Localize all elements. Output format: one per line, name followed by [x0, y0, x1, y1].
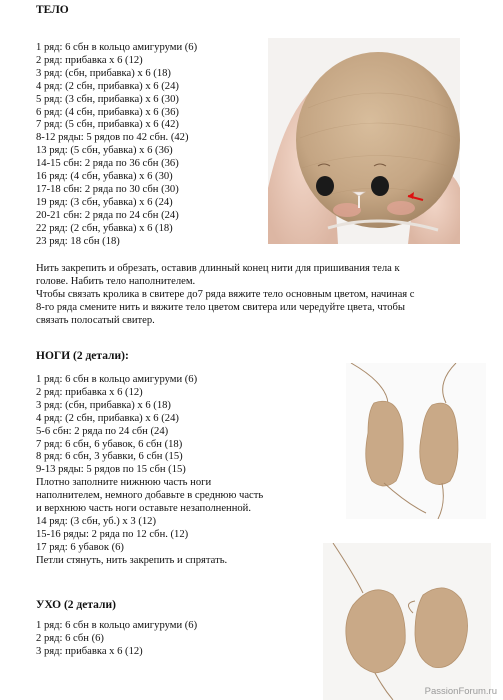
body-rows	[36, 42, 197, 249]
legs-row: 4 ряд: (2 сбн, прибавка) х 6 (24)	[36, 412, 179, 424]
ears-photo	[323, 543, 491, 700]
legs-row: 7 ряд: 6 сбн, 6 убавок, 6 сбн (18)	[36, 438, 183, 450]
body-row: 20-21 сбн: 2 ряда по 24 сбн (24)	[36, 209, 179, 221]
body-note-line: Чтобы связать кролика в свитере до7 ряда вяжите тело основным цветом, начиная с	[36, 288, 415, 300]
legs-photo	[346, 363, 486, 519]
legs-row: 9-13 ряды: 5 рядов по 15 сбн (15)	[36, 464, 186, 476]
body-row: 16 ряд: (4 сбн, убавка) х 6 (30)	[36, 171, 173, 183]
legs-row: 2 ряд: прибавка х 6 (12)	[36, 386, 143, 398]
body-note-line: 8-го ряда смените нить и вяжите тело цветом свитера или чередуйте цвета, чтобы	[36, 301, 406, 313]
body-note-line: связать полосатый свитер.	[36, 314, 155, 326]
legs-row: 5-6 сбн: 2 ряда по 24 сбн (24)	[36, 425, 169, 437]
body-row: 8-12 ряды: 5 рядов по 42 сбн. (42)	[36, 132, 189, 144]
body-row: 1 ряд: 6 сбн в кольцо амигуруми (6)	[36, 42, 198, 53]
body-row: 22 ряд: (2 сбн, убавка) х 6 (18)	[36, 222, 173, 234]
section-title-legs: НОГИ (2 детали):	[36, 350, 129, 362]
body-note-line: Нить закрепить и обрезать, оставив длинный конец нити для пришивания тела к	[36, 263, 400, 274]
body-row: 4 ряд: (2 сбн, прибавка) х 6 (24)	[36, 80, 179, 92]
ear-row: 2 ряд: 6 сбн (6)	[36, 632, 104, 644]
legs-row: 3 ряд: (сбн, прибавка) х 6 (18)	[36, 399, 171, 411]
ear-row: 1 ряд: 6 сбн в кольцо амигуруми (6)	[36, 620, 198, 631]
legs-row: 15-16 ряды: 2 ряда по 12 сбн. (12)	[36, 528, 189, 540]
legs-row: 1 ряд: 6 сбн в кольцо амигуруми (6)	[36, 374, 198, 385]
legs-row: 17 ряд: 6 убавок (6)	[36, 541, 124, 553]
body-row: 2 ряд: прибавка х 6 (12)	[36, 54, 143, 66]
body-row: 3 ряд: (сбн, прибавка) х 6 (18)	[36, 67, 171, 79]
body-note	[36, 263, 415, 328]
eye-left-icon	[316, 176, 334, 196]
legs-row: и верхнюю часть ноги оставьте незаполненной.	[36, 503, 251, 515]
legs-rows	[36, 374, 263, 568]
body-row: 17-18 сбн: 2 ряда по 30 сбн (30)	[36, 183, 179, 195]
legs-row: Плотно заполните нижнюю часть ноги	[36, 477, 212, 489]
legs-row: 8 ряд: 6 сбн, 3 убавки, 6 сбн (15)	[36, 451, 183, 463]
body-row: 19 ряд: (3 сбн, убавка) х 6 (24)	[36, 196, 173, 208]
body-row: 23 ряд: 18 сбн (18)	[36, 235, 120, 247]
legs-row: 14 ряд: (3 сбн, уб.) х 3 (12)	[36, 515, 156, 527]
legs-row: Петли стянуть, нить закрепить и спрятать.	[36, 554, 228, 566]
body-row: 6 ряд: (4 сбн, прибавка) х 6 (36)	[36, 106, 179, 118]
body-row: 5 ряд: (3 сбн, прибавка) х 6 (30)	[36, 93, 179, 105]
head-photo	[268, 38, 460, 244]
watermark: PassionForum.ru	[424, 686, 497, 697]
body-row: 13 ряд: (5 сбн, убавка) х 6 (36)	[36, 145, 173, 157]
legs-row: наполнителем, немного добавьте в среднюю часть	[36, 490, 264, 502]
ear-rows	[36, 620, 197, 659]
section-title-body: ТЕЛО	[36, 4, 69, 16]
body-row: 14-15 сбн: 2 ряда по 36 сбн (36)	[36, 158, 179, 170]
body-note-line: голове. Набить тело наполнителем.	[36, 275, 196, 287]
ear-row: 3 ряд: прибавка х 6 (12)	[36, 645, 143, 657]
eye-right-icon	[371, 176, 389, 196]
section-title-ear: УХО (2 детали)	[36, 599, 116, 611]
body-row: 7 ряд: (5 сбн, прибавка) х 6 (42)	[36, 119, 179, 131]
